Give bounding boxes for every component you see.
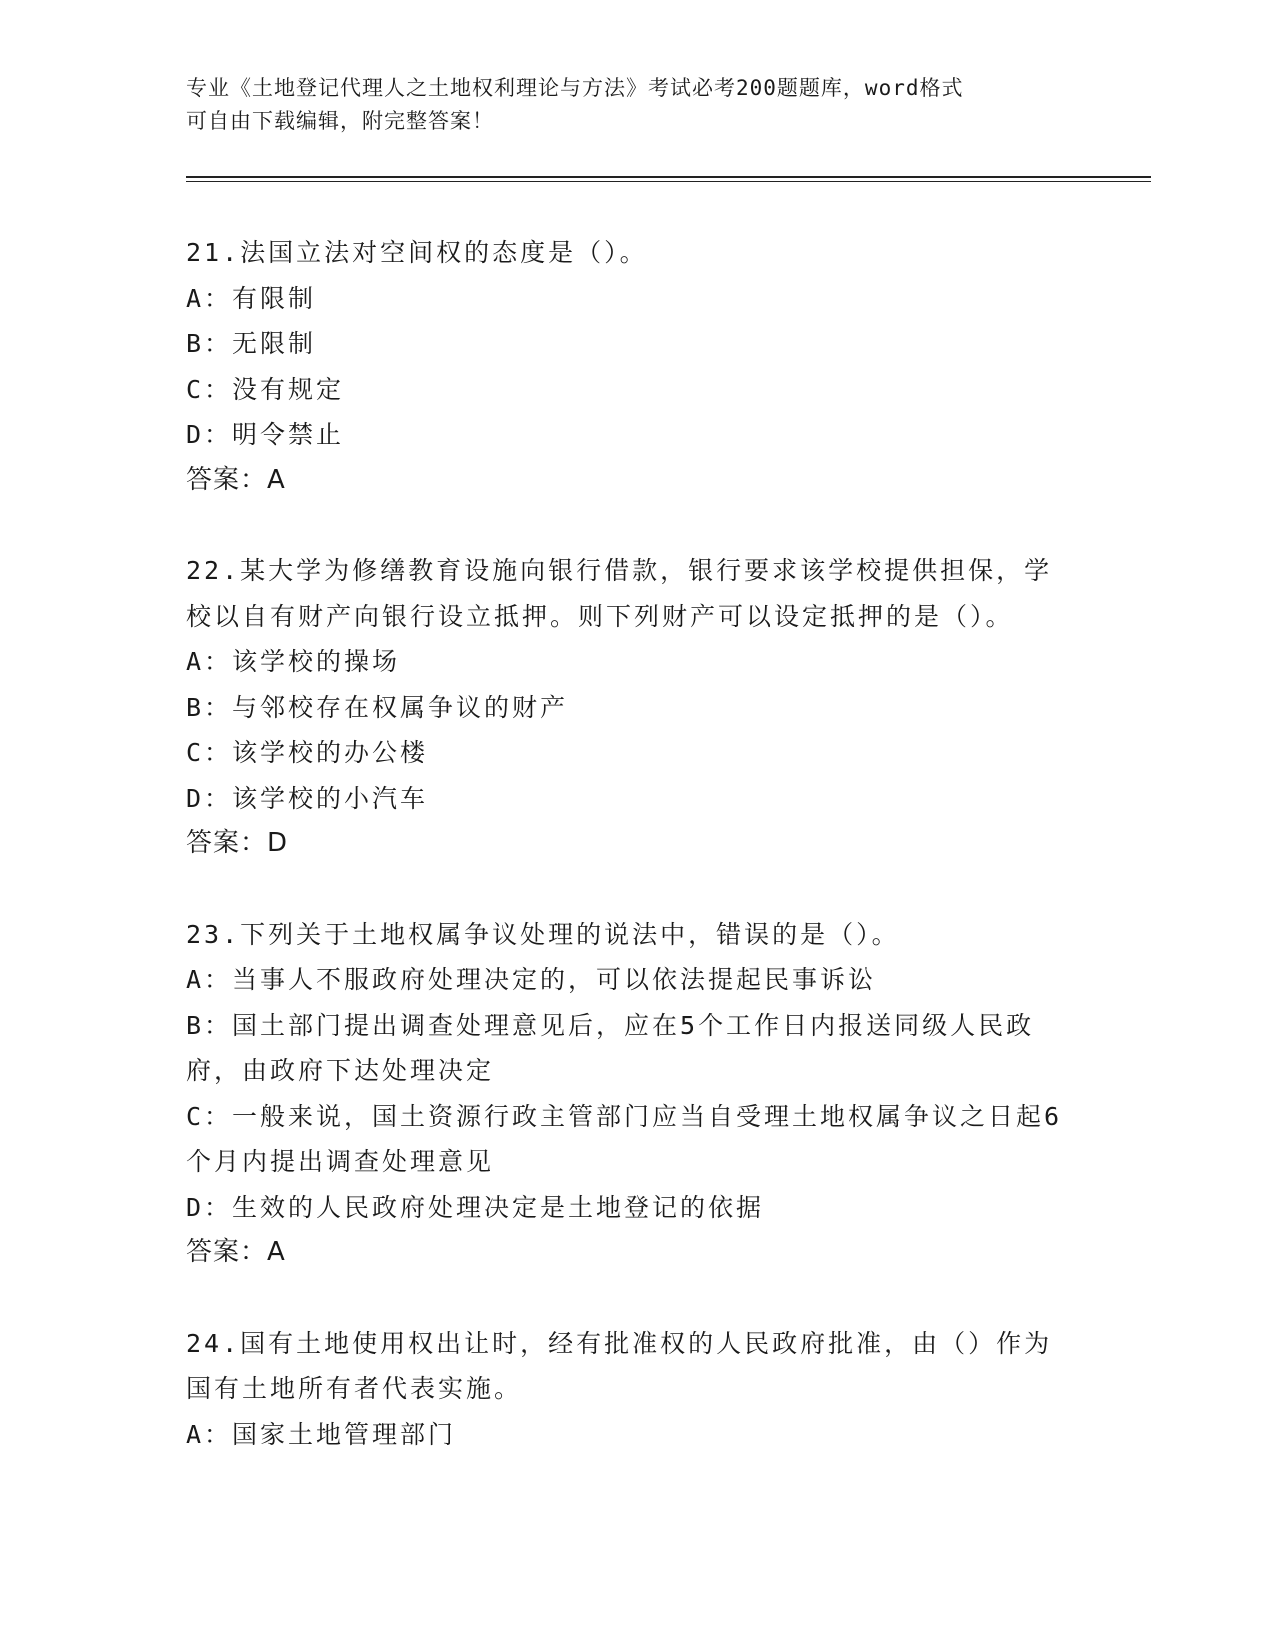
option-a: A：当事人不服政府处理决定的，可以依法提起民事诉讼 xyxy=(186,965,877,994)
option-b: B：无限制 xyxy=(186,329,317,358)
header-divider-thick xyxy=(186,176,1151,178)
option-c: C：一般来说，国土资源行政主管部门应当自受理土地权属争议之日起6个月内提出调查处理意见 xyxy=(186,1101,1063,1176)
question-22 xyxy=(186,548,1071,867)
option-d: D：明令禁止 xyxy=(186,420,345,449)
question-stem: 21.法国立法对空间权的态度是（）。 xyxy=(186,238,648,267)
option-b: B：国土部门提出调查处理意见后，应在5个工作日内报送同级人民政府，由政府下达处理决定 xyxy=(186,1010,1035,1085)
question-list xyxy=(186,230,1071,1502)
answer: 答案：A xyxy=(186,464,286,495)
option-a: A：有限制 xyxy=(186,283,317,313)
option-a: A：国家土地管理部门 xyxy=(186,1419,457,1449)
option-d: D：该学校的小汽车 xyxy=(186,783,429,813)
option-c: C：该学校的办公楼 xyxy=(186,738,429,767)
option-b: B：与邻校存在权属争议的财产 xyxy=(186,692,569,722)
question-stem: 24.国有土地使用权出让时，经有批准权的人民政府批准，由（）作为国有土地所有者代表实施。 xyxy=(186,1328,1053,1403)
question-stem: 22.某大学为修缮教育设施向银行借款，银行要求该学校提供担保，学校以自有财产向银行设立抵押。则下列财产可以设定抵押的是（）。 xyxy=(186,556,1053,631)
header-title-line-2: 可自由下载编辑，附完整答案！ xyxy=(186,109,494,133)
document-header xyxy=(186,72,1086,138)
question-stem: 23.下列关于土地权属争议处理的说法中，错误的是（）。 xyxy=(186,919,900,949)
option-c: C：没有规定 xyxy=(186,374,345,404)
answer: 答案：D xyxy=(186,828,289,858)
header-divider-thin xyxy=(186,181,1151,182)
question-24 xyxy=(186,1321,1071,1458)
header-title-line-1: 专业《土地登记代理人之土地权利理论与方法》考试必考200题题库，word格式 xyxy=(186,76,964,100)
question-23 xyxy=(186,912,1071,1276)
answer: 答案：A xyxy=(186,1237,286,1267)
option-d: D：生效的人民政府处理决定是土地登记的依据 xyxy=(186,1192,765,1222)
option-a: A：该学校的操场 xyxy=(186,647,401,676)
question-21 xyxy=(186,230,1071,503)
